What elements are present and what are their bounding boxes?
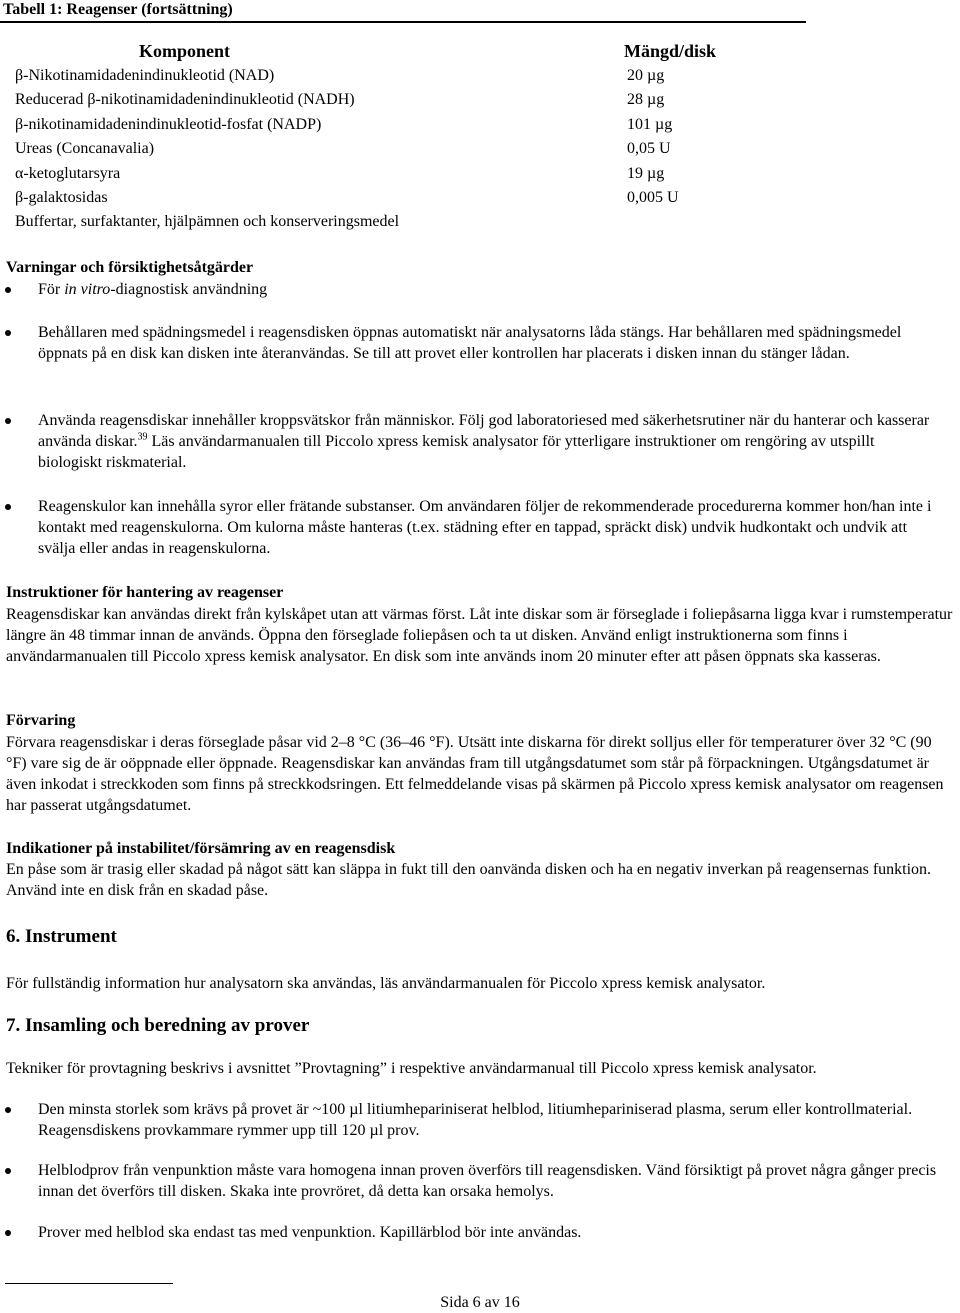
warning-text: Reagenskulor kan innehålla syror eller frätande substanser. Om användaren följer de rekommenderade procedurerna kommer hon/han inte i kontakt med reagenskulorna. Om kulorna måste hanteras (t.ex. städning efter en tappad, spräckt disk) undvik hudkontakt och undvik att svälja eller andas in reagenskulorna. [38,498,932,557]
component-cell: Buffertar, surfaktanter, hjälpämnen och konserveringsmedel [15,213,400,231]
section-7-heading: 7. Insamling och beredning av prover [6,1015,310,1036]
page-number: Sida 6 av 16 [440,1294,520,1311]
bullet-icon [5,1107,11,1113]
bullet-icon [5,504,11,510]
handling-heading: Instruktioner för hantering av reagenser [6,584,284,601]
storage-heading: Förvaring [6,712,76,729]
warning-text: Behållaren med spädningsmedel i reagensdisken öppnas automatiskt när analysatorns låda stängs. Har behållaren med spädningsmedel öppnats på en disk kan disken inte återanvändas. Se till att provet eller kontrollen har placerats i disken innan du stänger lådan. [38,324,902,362]
instability-heading: Indikationer på instabilitet/försämring av en reagensdisk [6,840,396,857]
warning-text: För in vitro-diagnostisk användning [38,281,268,298]
component-cell: β-galaktosidas [15,188,108,206]
table-title-rule [0,21,806,23]
section-7-text: Tekniker för provtagning beskrivs i avsnittet ”Provtagning” i respektive användarmanual till Piccolo xpress kemisk analysator. [6,1060,817,1077]
component-cell: Reducerad β-nikotinamidadenindinukleotid (NADH) [15,91,355,109]
quantity-cell: 101 µg [627,115,673,133]
component-cell: β-nikotinamidadenindinukleotid-fosfat (NADP) [15,115,322,133]
component-column [15,64,399,235]
column-header-component: Komponent [139,41,231,61]
handling-text: Reagensdiskar kan användas direkt från kylskåpet utan att värmas först. Låt inte diskar som är förseglade i foliepåsarna ligga kvar i rumstemperatur längre än 48 timmar innan de används. Öppna den förseglade foliepåsen och ta ut disken. Använd enligt instruktionerna som finns i användarmanualen till Piccolo xpress kemisk analysator. En disk som inte används inom 20 minuter efter att påsen öppnats ska kasseras. [6,606,953,665]
quantity-column [627,64,679,235]
section-6-text: För fullständig information hur analysatorn ska användas, läs användarmanualen för Piccolo xpress kemisk analysator. [6,975,766,992]
quantity-cell: 0,05 U [627,140,671,158]
quantity-cell: 19 µg [627,164,665,182]
sample-text: Prover med helblod ska endast tas med venpunktion. Kapillärblod bör inte användas. [38,1224,582,1241]
table-title: Tabell 1: Reagenser (fortsättning) [3,1,233,18]
quantity-cell: 20 µg [627,67,665,84]
bullet-icon [5,330,11,336]
quantity-cell: 28 µg [627,91,665,109]
storage-text: Förvara reagensdiskar i deras förseglade påsar vid 2–8 °C (36–46 °F). Utsätt inte diskarna för direkt solljus eller för temperaturer över 32 °C (90 °F) vare sig de är oöppnade eller öppnade. Reagensdiskar kan användas fram till utgångsdatumet som står på förpackningen. Utgångsdatumet är även inkodat i streckkoden som finns på streckkodsringen. Ett felmeddelande visas på skärmen på Piccolo xpress kemisk analysator om reagensen har passerat utgångsdatumet. [6,734,944,814]
component-cell: Ureas (Concanavalia) [15,140,155,158]
warnings-heading: Varningar och försiktighetsåtgärder [6,259,254,276]
bullet-icon [5,287,11,293]
component-cell: α-ketoglutarsyra [15,164,121,182]
bullet-icon [5,1168,11,1174]
sample-text: Helblodprov från venpunktion måste vara homogena innan proven överförs till reagensdisken. Vänd försiktigt på provet några gånger precis innan det överförs till disken. Skaka inte provröret, då detta kan orsaka hemolys. [38,1162,937,1200]
bullet-icon [5,418,11,424]
footer-rule [5,1283,173,1284]
sample-text: Den minsta storlek som krävs på provet är ~100 µl litiumhepariniserat helblod, litiumhepariniserad plasma, serum eller kontrollmaterial. Reagensdiskens provkammare rymmer upp till 120 µl prov. [38,1101,913,1139]
quantity-cell [627,210,679,234]
column-header-quantity: Mängd/disk [624,41,717,61]
instability-text: En påse som är trasig eller skadad på något sätt kan släppa in fukt till den oanvända disken och ha en negativ inverkan på reagensernas funktion. Använd inte en disk från en skadad påse. [6,861,932,899]
quantity-cell: 0,005 U [627,188,679,206]
component-cell: β-Nikotinamidadenindinukleotid (NAD) [15,67,275,84]
bullet-icon [5,1230,11,1236]
warning-text: Använda reagensdiskar innehåller kroppsvätskor från människor. Följ god laboratoriesed med säkerhetsrutiner när du hanterar och kasserar använda diskar.$^{39}$ Läs användarmanualen till Piccolo xpress kemisk analysator för ytterligare instruktioner om rengöring av utspillt biologiskt riskmaterial. [38,412,930,471]
section-6-heading: 6. Instrument [6,926,117,947]
